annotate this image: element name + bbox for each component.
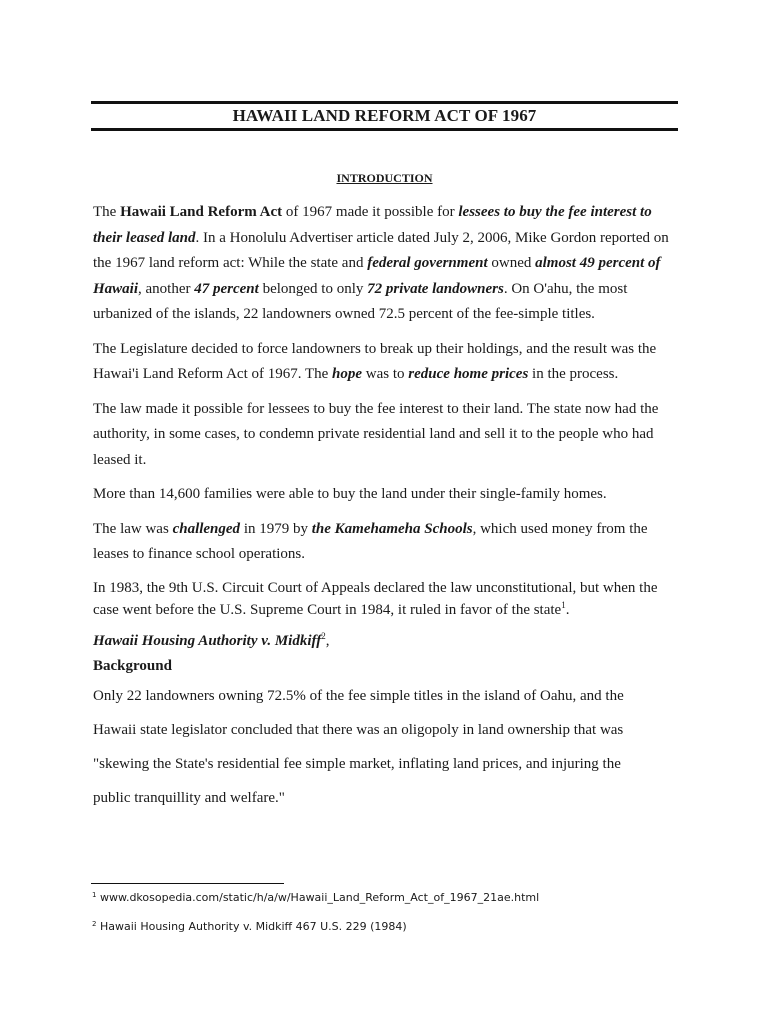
court-paragraph bbox=[93, 577, 678, 621]
footnote-ref-1[interactable]: 1 bbox=[561, 599, 566, 610]
emphasis-phrase: 47 percent bbox=[194, 280, 259, 297]
case-name: Hawaii Housing Authority v. Midkiff bbox=[93, 632, 322, 649]
emphasis-phrase: 72 private landowners bbox=[367, 280, 504, 297]
background-line: Only 22 landowners owning 72.5% of the fee simple titles in the island of Oahu, and the bbox=[93, 687, 624, 704]
text-run: . On O'ahu, the most urbanized of the islands, 22 landowners owned 72.5 percent of the fee-simple titles. bbox=[93, 280, 628, 322]
emphasis-phrase: hope bbox=[332, 366, 363, 382]
emphasis-phrase: reduce home prices bbox=[408, 366, 529, 382]
text-run: In 1983, the 9th U.S. Circuit Court of Appeals declared the law unconstitutional, but when the case went before the U.S. Supreme Court in 1984, it ruled in favor of the state bbox=[93, 579, 658, 618]
intro-paragraph bbox=[93, 200, 678, 328]
challenge-paragraph bbox=[93, 517, 678, 568]
title-rule-top bbox=[91, 101, 678, 104]
emphasis-phrase: challenged bbox=[172, 520, 241, 537]
emphasis-phrase: the Kamehameha Schools bbox=[311, 520, 473, 537]
emphasis-phrase: almost 49 percent of Hawaii bbox=[93, 255, 661, 297]
text-run: in 1979 by bbox=[240, 520, 312, 537]
footnote-separator bbox=[91, 883, 284, 884]
background-line: public tranquillity and welfare." bbox=[93, 789, 285, 806]
footnote-number: 1 bbox=[92, 891, 97, 899]
title-rule-bottom bbox=[91, 128, 678, 131]
legislature-paragraph bbox=[93, 337, 678, 388]
section-heading: INTRODUCTION bbox=[336, 171, 433, 185]
text-run: . In a Honolulu Advertiser article dated July 2, 2006, Mike Gordon reported on the 1967 land reform act: While the state and bbox=[93, 229, 669, 271]
families-paragraph: More than 14,600 families were able to buy the land under their single-family homes. bbox=[93, 486, 607, 502]
text-run: The law was bbox=[93, 520, 173, 537]
text-run: owned bbox=[487, 255, 536, 271]
document-body bbox=[93, 200, 678, 815]
footnote-number: 2 bbox=[92, 920, 97, 928]
text-run: . bbox=[565, 601, 570, 618]
text-run: The bbox=[93, 204, 121, 220]
background-line: Hawaii state legislator concluded that there was an oligopoly in land ownership that was bbox=[93, 721, 624, 738]
bold-phrase: Hawaii Land Reform Act bbox=[120, 204, 283, 220]
footnote-url[interactable]: www.dkosopedia.com/static/h/a/w/Hawaii_Land_Reform_Act_of_1967_21ae.html bbox=[96, 891, 540, 904]
text-run: , bbox=[325, 632, 330, 649]
case-title bbox=[93, 630, 678, 652]
text-run: , another bbox=[138, 280, 195, 297]
footnote-2 bbox=[92, 920, 407, 933]
emphasis-phrase: lessees to buy the fee interest to their leased land bbox=[93, 204, 652, 246]
footnote-1 bbox=[92, 891, 539, 904]
footnote-ref-2[interactable]: 2 bbox=[321, 630, 326, 641]
text-run: in the process. bbox=[528, 366, 619, 382]
document-title: HAWAII LAND REFORM ACT OF 1967 bbox=[232, 106, 537, 125]
text-run: The Legislature decided to force landowners to break up their holdings, and the result was the Hawai'i Land Reform Act of 1967. The bbox=[93, 340, 657, 382]
footnote-text: Hawaii Housing Authority v. Midkiff 467 U.S. 229 (1984) bbox=[96, 920, 407, 933]
emphasis-phrase: federal government bbox=[367, 255, 488, 271]
text-run: , which used money from the leases to finance school operations. bbox=[93, 520, 648, 562]
background-heading: Background bbox=[93, 657, 172, 674]
lessees-paragraph: The law made it possible for lessees to buy the fee interest to their land. The state now had the authority, in some cases, to condemn private residential land and sell it to the people who had leased it. bbox=[93, 400, 659, 468]
text-run: of 1967 made it possible for bbox=[282, 204, 459, 220]
text-run: was to bbox=[362, 366, 409, 382]
background-line: "skewing the State's residential fee simple market, inflating land prices, and injuring the bbox=[93, 755, 621, 772]
text-run: belonged to only bbox=[258, 280, 368, 297]
